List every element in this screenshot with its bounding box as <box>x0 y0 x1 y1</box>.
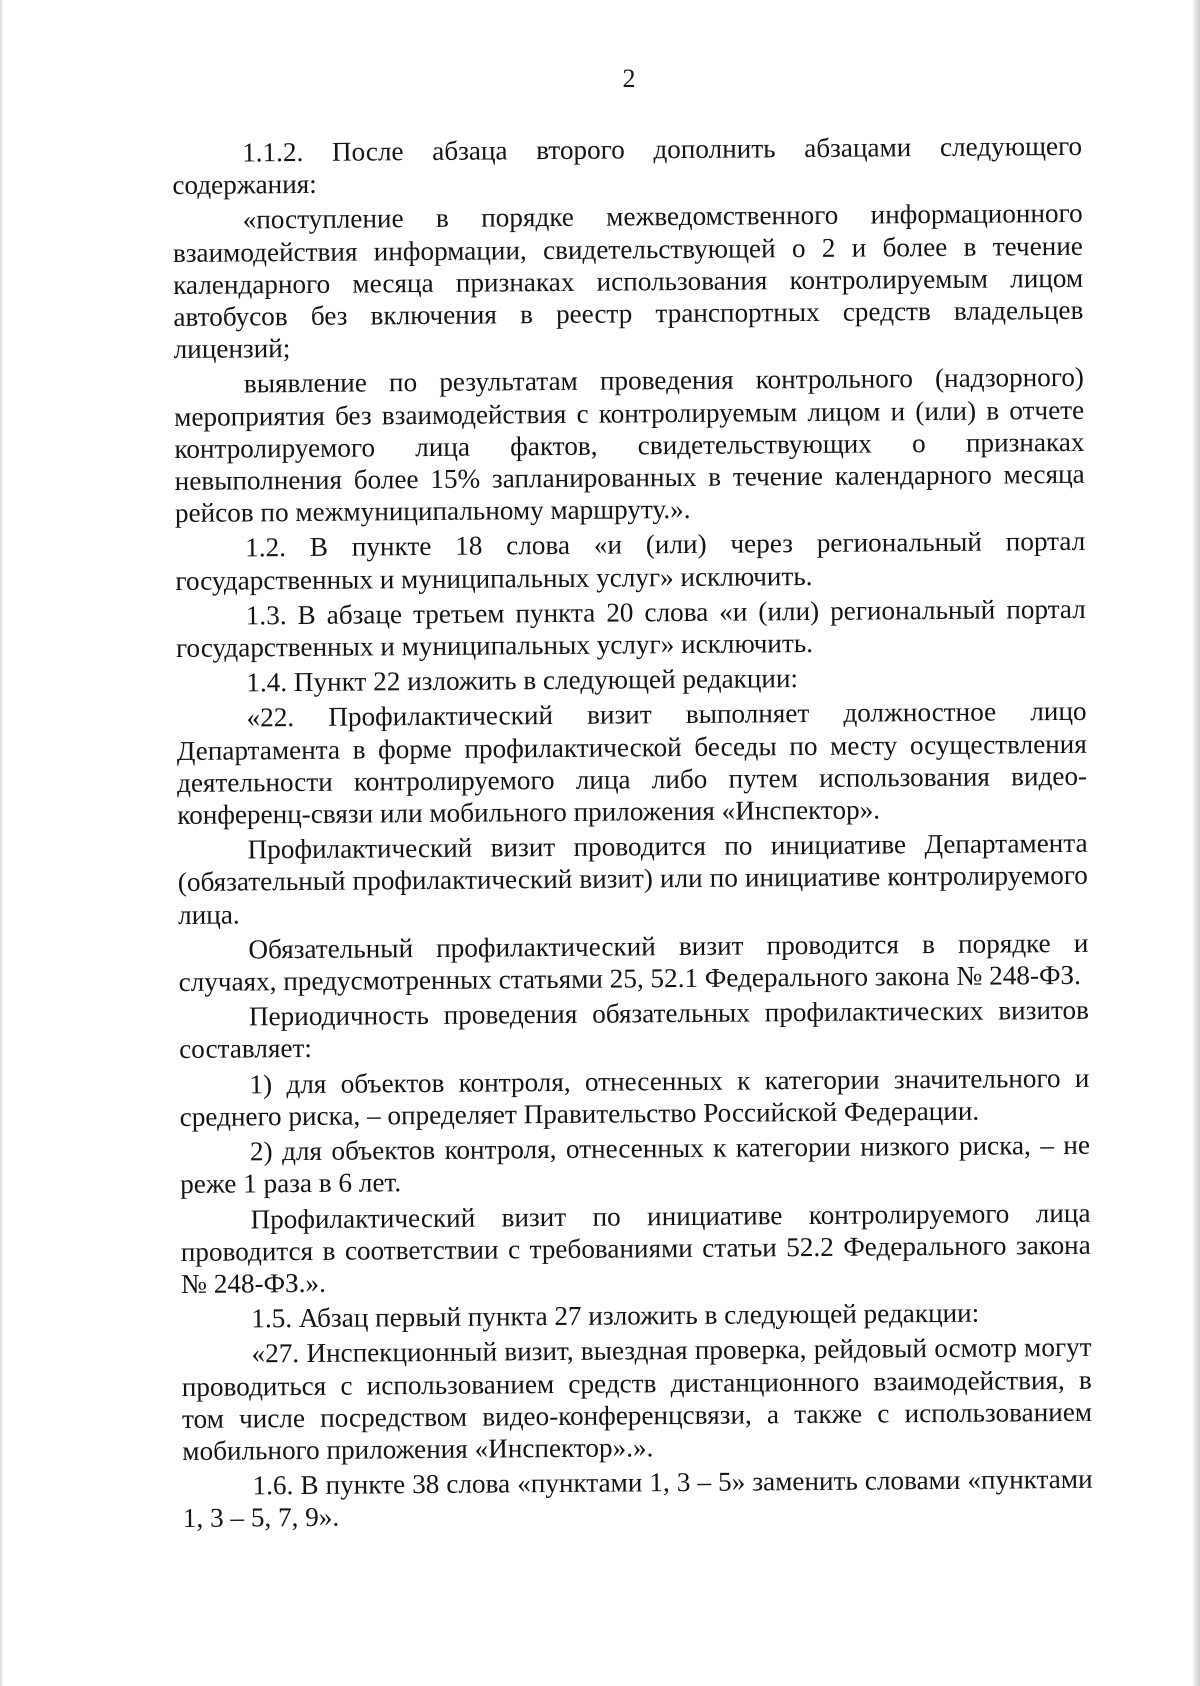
paragraph-1-4: 1.4. Пункт 22 изложить в следующей редакции: <box>246 663 799 698</box>
paragraph-visit-initiative: Профилактический визит проводится по инициативе Департамента (обязательный профилактический визит) или по инициативе контролируемого лица. <box>177 828 1088 930</box>
paragraph-list-1: 1) для объектов контроля, отнесенных к категории значительного и среднего риска, – определяет Правительство Российской Федерации. <box>179 1062 1090 1132</box>
scan-edge-left <box>0 0 4 1686</box>
paragraph-quote-receipt: «поступление в порядке межведомственного информационного взаимодействия информации, свидетельствующей о 2 и более в течение календарного месяца признаках использования контролируемым лицом автобусов без включения в реестр транспортных средств владельцев лицензий; <box>172 198 1084 365</box>
page-number: 2 <box>622 64 636 93</box>
paragraph-1-5: 1.5. Абзац первый пункта 27 изложить в следующей редакции: <box>251 1297 980 1334</box>
paragraph-detection: выявление по результатам проведения контрольного (надзорного) мероприятия без взаимодействия с контролируемым лицом и (или) в отчете контролируемого лица фактов, свидетельствующих о признаках невыполнения более 15% запланированных в течение календарного месяца рейсов по межмуниципальному маршруту.». <box>174 362 1085 529</box>
document-body <box>172 130 1093 1538</box>
scan-edge-right <box>1192 0 1200 1686</box>
paragraph-item-27: «27. Инспекционный визит, выездная проверка, рейдовый осмотр могут проводиться с использованием средств дистанционного взаимодействия, в том числе посредством видео-конференцсвязи, а также с использованием мобильного приложения «Инспектор».». <box>181 1332 1093 1466</box>
paragraph-mandatory-visit: Обязательный профилактический визит проводится в порядке и случаях, предусмотренных статьями 25, 52.1 Федерального закона № 248-ФЗ. <box>178 927 1089 998</box>
paragraph-controlled-initiative: Профилактический визит по инициативе контролируемого лица проводится в соответствии с требованиями статьи 52.2 Федерального закона № 248-ФЗ.». <box>180 1197 1091 1299</box>
paragraph-list-2: 2) для объектов контроля, отнесенных к категории низкого риска, – не реже 1 раза в 6 лет. <box>180 1129 1091 1200</box>
paragraph-1-2: 1.2. В пункте 18 слова «и (или) через региональный портал государственных и муниципальных услуг» исключить. <box>175 526 1086 596</box>
paragraph-periodicity: Периодичность проведения обязательных профилактических визитов составляет: <box>179 995 1090 1065</box>
paragraph-item-22: «22. Профилактический визит выполняет должностное лицо Департамента в форме профилактической беседы по месту осуществления деятельности контролируемого лица либо путем использования видео-конференц-связи или мобильного приложения «Инспектор». <box>176 696 1088 831</box>
paragraph-1-3: 1.3. В абзаце третьем пункта 20 слова «и (или) региональный портал государственных и муниципальных услуг» исключить. <box>175 593 1086 664</box>
paragraph-1-6: 1.6. В пункте 38 слова «пунктами 1, 3 – 5» заменить словами «пунктами 1, 3 – 5, 7, 9». <box>182 1463 1093 1534</box>
paragraph-1-1-2: 1.1.2. После абзаца второго дополнить абзацами следующего содержания: <box>172 130 1083 201</box>
